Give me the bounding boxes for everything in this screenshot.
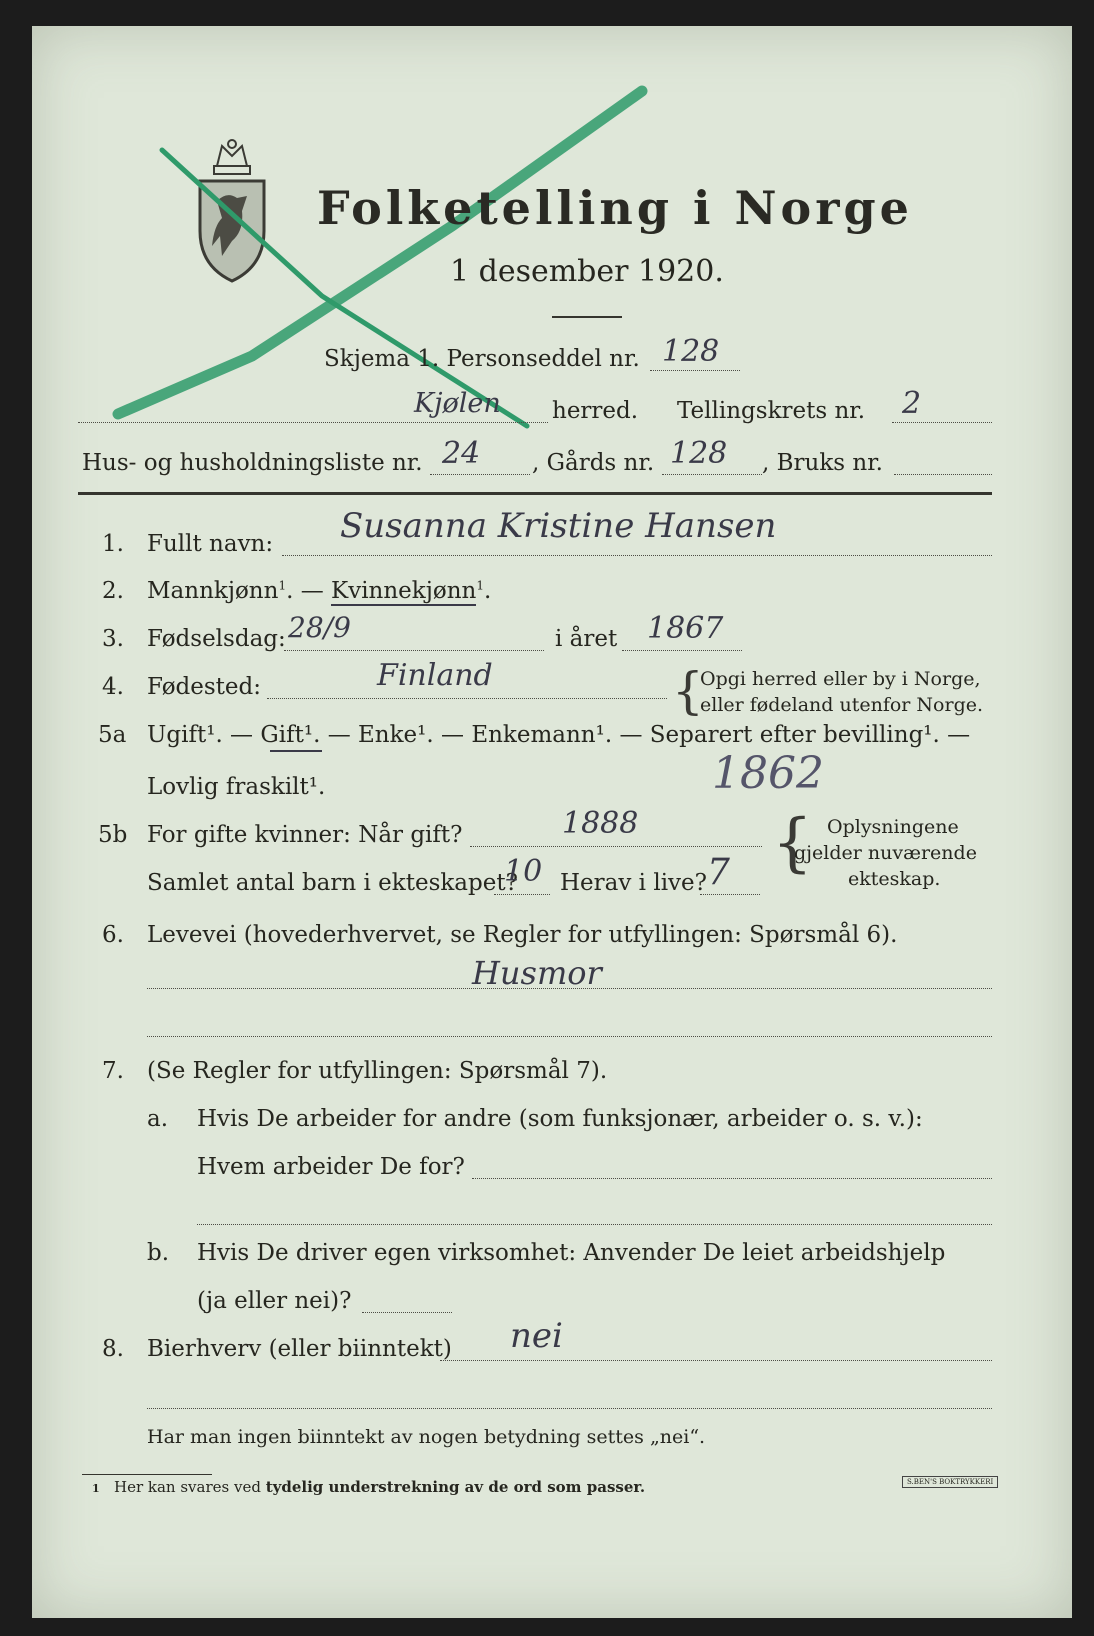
q8-label: Bierhverv (eller biinntekt) bbox=[147, 1336, 452, 1362]
q1-number: 1. bbox=[102, 531, 124, 557]
q2-dash: — bbox=[293, 578, 332, 604]
gards-label: , Gårds nr. bbox=[532, 450, 655, 476]
footnote-rule bbox=[82, 1474, 212, 1475]
q5a-number: 5a bbox=[98, 722, 127, 748]
alive-label: Herav i live? bbox=[560, 870, 707, 896]
occupation: Husmor bbox=[472, 954, 602, 992]
header-divider bbox=[78, 492, 992, 495]
footnote-text-c: ord som passer. bbox=[508, 1478, 646, 1496]
marital-options: Ugift¹. — Gift¹. — Enke¹. — Enkemann¹. — Separert efter bevilling¹. — bbox=[147, 722, 971, 748]
footnote-mark: 1 bbox=[92, 1482, 100, 1495]
children-line bbox=[494, 894, 550, 895]
q4-number: 4. bbox=[102, 674, 124, 700]
year-line bbox=[622, 650, 742, 651]
herred-name: Kjølen bbox=[414, 388, 501, 419]
q7b-question: (ja eller nei)? bbox=[197, 1288, 352, 1314]
tellingskrets-label: Tellingskrets nr. bbox=[677, 398, 866, 424]
footnote-text bbox=[114, 1478, 645, 1496]
q8-line-1 bbox=[440, 1360, 992, 1361]
alive-line bbox=[700, 894, 760, 895]
q7-number: 7. bbox=[102, 1058, 124, 1084]
q7b-number: b. bbox=[147, 1240, 170, 1266]
gards-nr: 128 bbox=[670, 436, 728, 471]
printer-stamp: S.BEN'S BOKTRYKKERI bbox=[902, 1476, 998, 1488]
q6-line-2 bbox=[147, 1036, 992, 1037]
q3-number: 3. bbox=[102, 626, 124, 652]
q4-brace: { bbox=[672, 662, 704, 720]
q7a-number: a. bbox=[147, 1106, 169, 1132]
q7a-line-2 bbox=[197, 1224, 992, 1225]
title-rule bbox=[552, 316, 622, 318]
full-name: Susanna Kristine Hansen bbox=[340, 506, 777, 546]
q2-options: Mannkjønn$^1$. — Kvinnekjønn$^1$. bbox=[147, 578, 492, 604]
hus-label: Hus- og husholdningsliste nr. bbox=[82, 450, 423, 476]
tellingskrets-nr: 2 bbox=[902, 386, 922, 421]
personseddel-label: Skjema 1. Personseddel nr. bbox=[324, 346, 640, 372]
census-form bbox=[32, 26, 1072, 1618]
alive-count: 7 bbox=[707, 852, 730, 893]
q6-number: 6. bbox=[102, 922, 124, 948]
bruks-line bbox=[894, 474, 992, 475]
form-title: Folketelling i Norge bbox=[317, 181, 913, 235]
q7b-line bbox=[362, 1312, 452, 1313]
q7-label: (Se Regler for utfyllingen: Spørsmål 7). bbox=[147, 1058, 608, 1084]
q4-label: Fødested: bbox=[147, 674, 262, 700]
q8-number: 8. bbox=[102, 1336, 124, 1362]
census-date: 1 desember 1920. bbox=[450, 254, 724, 289]
birth-year: 1867 bbox=[647, 611, 724, 646]
q7a-line-1 bbox=[472, 1178, 992, 1179]
q5b-brace: { bbox=[772, 806, 813, 880]
q5b-note-1: Oplysningene bbox=[827, 816, 959, 838]
q3-line bbox=[284, 650, 544, 651]
divorced-option: Lovlig fraskilt¹. bbox=[147, 774, 326, 800]
married-year: 1888 bbox=[562, 806, 639, 841]
year-label: i året bbox=[555, 626, 618, 652]
bruks-label: , Bruks nr. bbox=[762, 450, 883, 476]
personseddel-nr: 128 bbox=[662, 334, 720, 369]
children-count: 10 bbox=[504, 854, 543, 889]
q4-note-2: eller fødeland utenfor Norge. bbox=[700, 694, 984, 716]
female-option-underlined: Kvinnekjønn bbox=[331, 578, 477, 604]
q5a-handwritten-year: 1862 bbox=[712, 748, 824, 799]
hus-line bbox=[430, 474, 530, 475]
q5b-note-3: ekteskap. bbox=[848, 868, 941, 890]
married-when-label: For gifte kvinner: Når gift? bbox=[147, 822, 463, 848]
children-label: Samlet antal barn i ekteskapet? bbox=[147, 870, 518, 896]
q7b-text: Hvis De driver egen virksomhet: Anvender De leiet arbeidshjelp bbox=[197, 1240, 946, 1266]
herred-label: herred. bbox=[552, 398, 639, 424]
married-when-line bbox=[470, 846, 762, 847]
q7a-text: Hvis De arbeider for andre (som funksjonær, arbeider o. s. v.): bbox=[197, 1106, 923, 1132]
q5b-number: 5b bbox=[98, 822, 128, 848]
q4-note-1: Opgi herred eller by i Norge, bbox=[700, 668, 981, 690]
herred-line bbox=[78, 422, 548, 423]
q8-line-2 bbox=[147, 1408, 992, 1409]
q2-end: . bbox=[483, 578, 492, 604]
side-income: nei bbox=[510, 1316, 563, 1356]
hus-nr: 24 bbox=[442, 436, 481, 471]
gards-line bbox=[662, 474, 762, 475]
q6-label: Levevei (hovederhvervet, se Regler for utfyllingen: Spørsmål 6). bbox=[147, 922, 898, 948]
q7a-question: Hvem arbeider De for? bbox=[197, 1154, 465, 1180]
q6-line-1 bbox=[147, 988, 992, 989]
q2-number: 2. bbox=[102, 578, 124, 604]
birthplace: Finland bbox=[377, 658, 493, 693]
q4-line bbox=[267, 698, 667, 699]
footnote-text-a: Her kan svares ved bbox=[114, 1478, 266, 1496]
q8-note: Har man ingen biinntekt av nogen betydning settes „nei“. bbox=[147, 1426, 706, 1448]
married-underline bbox=[270, 750, 322, 752]
q1-label: Fullt navn: bbox=[147, 531, 274, 557]
q3-label: Fødselsdag: bbox=[147, 626, 286, 652]
male-option: Mannkjønn bbox=[147, 578, 279, 604]
tellingskrets-line bbox=[892, 422, 992, 423]
footnote-text-b: tydelig understrekning av de bbox=[265, 1478, 509, 1496]
birth-day: 28/9 bbox=[288, 611, 351, 644]
q5b-note-2: gjelder nuværende bbox=[794, 842, 977, 864]
q1-line bbox=[282, 555, 992, 556]
personseddel-line bbox=[650, 370, 740, 371]
